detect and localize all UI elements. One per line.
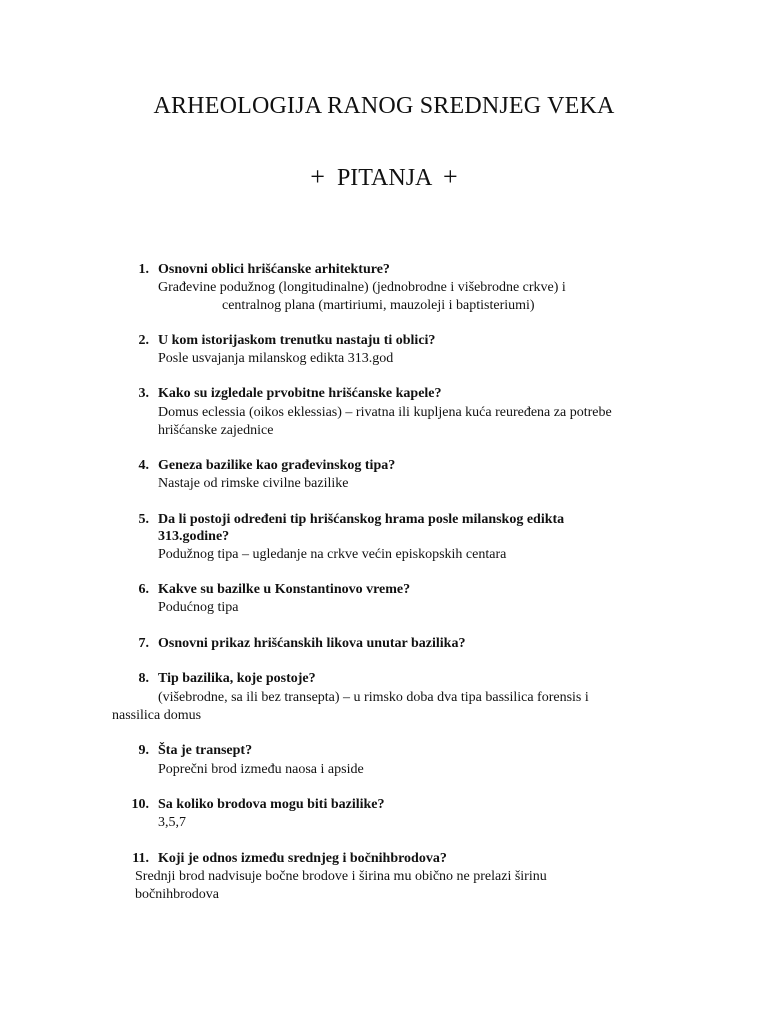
answer-line: Građevine podužnog (longitudinalne) (jednobrodne i višebrodne crkve) i <box>158 280 566 295</box>
document-subtitle <box>0 162 768 192</box>
question-text-line: Da li postoji određeni tip hrišćanskog hrama posle milanskog edikta <box>158 512 565 527</box>
answer-line: Podužnog tipa – ugledanje na crkve većin episkopskih centara <box>158 547 507 562</box>
question-text: Geneza bazilike kao građevinskog tipa? <box>158 458 396 473</box>
answer-line: (višebrodne, sa ili bez transepta) – u rimsko doba dva tipa bassilica forensis i <box>158 690 589 705</box>
answer-line: 3,5,7 <box>158 815 186 830</box>
answer-line: bočnihbrodova <box>135 887 219 902</box>
question-text: Koji je odnos između srednjeg i bočnihbrodova? <box>158 851 447 866</box>
question-text: Osnovni prikaz hrišćanskih likova unutar bazilika? <box>158 636 466 651</box>
answer-line: nassilica domus <box>112 708 202 723</box>
question-number: 10. <box>131 797 149 812</box>
question-text: Šta je transept? <box>158 743 253 758</box>
question-number: 3. <box>138 386 149 401</box>
question-text: U kom istorijaskom trenutku nastaju ti oblici? <box>158 333 436 348</box>
cross-right-icon: + <box>443 162 458 191</box>
question-text: Sa koliko brodova mogu biti bazilike? <box>158 797 385 812</box>
answer-line: Podućnog tipa <box>158 600 239 615</box>
question-text: Kako su izgledale prvobitne hrišćanske kapele? <box>158 386 442 401</box>
question-text: Osnovni oblici hrišćanske arhitekture? <box>158 262 390 277</box>
question-text-line: 313.godine? <box>158 529 230 544</box>
subtitle-text: PITANJA <box>336 165 432 191</box>
cross-left-icon: + <box>310 162 325 191</box>
answer-line: Posle usvajanja milanskog edikta 313.god <box>158 351 394 366</box>
question-number: 2. <box>138 333 149 348</box>
question-text: Kakve su bazilke u Konstantinovo vreme? <box>158 582 411 597</box>
document-title: ARHEOLOGIJA RANOG SREDNJEG VEKA <box>153 93 615 119</box>
answer-line: Srednji brod nadvisuje bočne brodove i širina mu obično ne prelazi širinu <box>135 869 547 884</box>
answer-line: hrišćanske zajednice <box>158 423 274 438</box>
question-number: 1. <box>138 262 149 277</box>
question-number: 9. <box>138 743 149 758</box>
answer-line: Domus eclessia (oikos eklessias) – rivatna ili kupljena kuća reuređena za potrebe <box>158 405 612 420</box>
answer-line: centralnog plana (martiriumi, mauzoleji i baptisteriumi) <box>222 298 535 313</box>
question-number: 7. <box>138 636 149 651</box>
answer-line: Nastaje od rimske civilne bazilike <box>158 476 349 491</box>
answer-line: Poprečni brod između naosa i apside <box>158 762 364 777</box>
question-number: 4. <box>138 458 149 473</box>
question-number: 6. <box>138 582 149 597</box>
question-number: 11. <box>132 851 149 866</box>
question-number: 8. <box>138 671 149 686</box>
question-text: Tip bazilika, koje postoje? <box>158 671 316 686</box>
question-number: 5. <box>138 512 149 527</box>
